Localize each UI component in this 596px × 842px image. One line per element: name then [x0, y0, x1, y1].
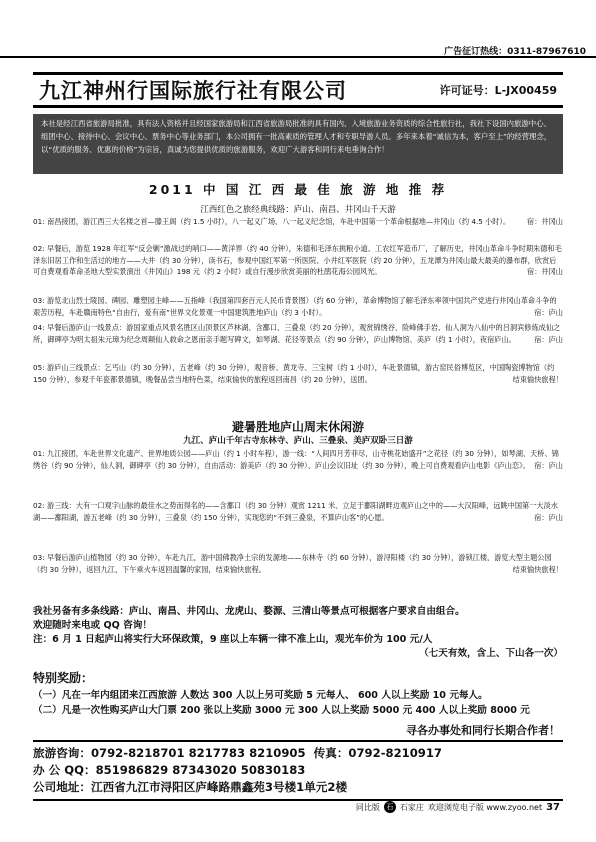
license-number: 许可证号：L-JX00459: [439, 84, 557, 97]
route1-day4: [33, 322, 563, 360]
company-intro: 本社是经江西省旅游局批准，具有法人资格并且经国家旅游局和江西省旅游局批准的具有国内、入境旅游业务资质的综合性旅行社，我社下设国内旅游中心、组团中心、接待中心、会议中心、票务中心等业务部门，本公司拥有一批高素质的管理人才和专职导游人员。多年来本着“诚信为本，客户至上”的经营理念，以“优质的服务、优惠的价格”为宗旨，真诚为您提供优质的旅游服务，欢迎广大游客和同行来电垂询合作！: [33, 114, 563, 174]
section1-subtitle: 江西红色之旅经典线路：庐山、南昌、井冈山千天游: [200, 205, 396, 215]
section2-title: 避暑胜地庐山周末休闲游: [231, 420, 364, 434]
day-number: 03:: [33, 553, 45, 562]
qq-value: 851986829 87343020 50830183: [95, 763, 306, 777]
phone-value: 0792-8218701 8217783 8210905: [90, 746, 306, 760]
route1-day5: [33, 362, 563, 412]
route1-day3: [33, 295, 563, 321]
day-lodging: 宿：庐山: [534, 334, 563, 344]
address-value: 江西省九江市浔阳区庐峰路鼎鑫苑3号楼1单元2楼: [90, 780, 348, 794]
page-footer: [356, 801, 560, 813]
footer-edition: 同比版: [355, 802, 380, 812]
footer-site: 欢迎浏览电子版 www.zyoo.net: [427, 802, 543, 812]
day-lodging: 结束愉快旅程！: [512, 564, 563, 574]
day-text: 游三线：大有一口观字山脉的最佳水之势而得名的——含鄱口（约 30 分钟）观赏 1211 米、立足于鄱阳湖畔边观庐山之中的——大汉阳峰，远眺中国第一大淡水湖——鄱阳湖，游五老峰（约 30 分钟），三叠泉（约 150 分钟），实现您的“不到三叠泉，不算庐山客”的心愿。: [33, 501, 558, 522]
contact-block: [33, 740, 563, 801]
route2-day3: [33, 552, 563, 600]
promo-line: 我社另备有多条线路：庐山、南昌、井冈山、龙虎山、婺源、三清山等景点可根据客户要求自由组合。: [33, 606, 465, 617]
day-text: 早餐后，游览 1928 年红军“反会剿”激战过的哨口——黄洋界（约 40 分钟），朱德和毛泽东挑粮小道、工农红军造币厂，了解历史，井冈山革命斗争时期朱德和毛泽东旧居工作和生活过的地方——大井（约 30 分钟），读书石，参观中国红军第一所医院、小井红军医院（约 20 分钟），五龙潭为井冈山最大最美的瀑布群，欣赏后可自费观看革命圣地大型实景演出《井冈山》198 元（约 2 小时）或自行漫步欣赏美丽的杜鹃花海公园风光。: [33, 244, 562, 277]
day-number: 05:: [33, 363, 45, 372]
section2-subtitle: 九江、庐山千年古寺东林寺、庐山、三叠泉、美庐双卧三日游: [183, 436, 413, 446]
fax-value: 0792-8210917: [348, 746, 442, 760]
promo-line: 欢迎随时来电或 QQ 咨询！: [33, 620, 152, 631]
company-name: 九江神州行国际旅行社有限公司: [39, 78, 347, 103]
day-lodging: 宿：庐山: [534, 460, 563, 470]
fax-label: 传真：: [313, 746, 349, 760]
section1-title: 2011 中 国 江 西 最 佳 旅 游 地 推 荐: [148, 182, 448, 197]
day-text: 南昌接团，游江西三大名楼之首—滕王阁（约 1.5 小时），八一起义广场、八一起义纪念馆，车赴中国第一个革命根据地—井冈山（约 4.5 小时）。: [47, 217, 511, 226]
contact-address-row: [33, 779, 563, 796]
header-rule: [0, 56, 596, 58]
promo-note: 注：6 月 1 日起庐山将实行大环保政策，9 座以上车辆一律不准上山，观光车价为 100 元/人: [33, 634, 433, 645]
page-number: 37: [546, 801, 560, 813]
reward-line-2: （二）凡是一次性购买庐山大门票 200 张以上奖励 3000 元 300 人以上奖励 5000 元 400 人以上奖励 8000 元: [33, 705, 530, 716]
address-label: 公司地址：: [33, 780, 91, 794]
route1-day2: [33, 243, 563, 293]
promo-block: [33, 605, 563, 661]
route1-day1: [33, 216, 563, 242]
day-number: 04:: [33, 323, 45, 332]
day-lodging: 结束愉快旅程！: [512, 374, 563, 384]
footer-brand: 石家庄: [399, 802, 424, 812]
company-header: [33, 72, 563, 108]
day-text: 游览北山烈士陵园、碑园、雕塑园主峰——五指峰（我国第四套百元人民币背景图）（约 60 分钟），革命博物馆了解毛泽东率领中国共产党进行井冈山革命斗争的艰苦历程，车赴赣南特色“自由行，爱有南”世界文化景观一中国建筑胜地庐山（约 3 小时）。: [33, 296, 557, 317]
day-text: 早餐后游庐山植物园（约 30 分钟），车赴九江，游中国佛教净土宗的发源地——东林寺（约 60 分钟），游浔阳楼（约 30 分钟），游锁江楼，游览大型主题公园（约 30 分钟），返回九江，下午乘火车返回温馨的家园，结束愉快旅程。: [33, 553, 552, 574]
reward-line-1: （一）凡在一年内组团来江西旅游 人数达 300 人以上另可奖励 5 元每人、 600 人以上奖励 10 元每人。: [33, 690, 488, 701]
day-lodging: 宿：庐山: [534, 512, 563, 522]
day-number: 01:: [33, 449, 45, 458]
day-number: 02:: [33, 501, 45, 510]
contact-phone-row: [33, 745, 563, 762]
brand-logo-icon: 石: [384, 801, 396, 813]
day-number: 02:: [33, 244, 45, 253]
phone-label: 旅游咨询：: [33, 746, 91, 760]
day-lodging: 宿：井冈山: [527, 267, 563, 277]
partner-solicit: 寻各办事处和同行长期合作者！: [406, 724, 560, 737]
contact-qq-row: [33, 762, 563, 779]
day-lodging: 宿：庐山: [534, 307, 563, 317]
reward-title: 特别奖励：: [33, 671, 94, 685]
day-text: 早餐后游庐山一线景点：游国家重点风景名胜区山顶景区芦林湖、含鄱口、三叠泉（约 20 分钟），观赏锦绣谷、险峰佛手岩、仙人洞为八仙中的吕洞宾修炼成仙之所，御碑亭为明太祖朱元璋为纪念周颠仙人救命之恩而亲手题写碑文，如琴湖、花径等景点（约 90 分钟），庐山博物馆、美庐（约 1 小时），夜宿庐山。: [33, 323, 561, 344]
day-number: 03:: [33, 296, 45, 305]
day-text: 九江接团，车赴世界文化遗产、世界地质公园——庐山（约 1 小时车程），游一线：“人间四月芳菲尽，山寺桃花始盛开”之花径（约 30 分钟），如琴湖、天桥、锦绣谷（约 90 分钟），仙人洞，御碑亭（约 30 分钟），自由活动：游美庐（约 30 分钟）、庐山会议旧址（约 30 分钟），晚上可自费观看庐山电影《庐山恋》。: [33, 449, 559, 470]
ad-hotline: 广告征订热线：0311-87967610: [444, 47, 586, 57]
route2-day1: [33, 448, 563, 498]
day-text: 游庐山三线景点：乞丐山（约 30 分钟），五老峰（约 30 分钟），观音桥、黄龙寺、三宝树（约 1 小时），车赴景德镇，游古窑民俗博览区，中国陶瓷博物馆（约 150 分钟），参观千年瓷都景德镇，晚餐品尝当地特色菜，结束愉快的旅程返回南昌（约 20 分钟），送团。: [33, 363, 555, 384]
promo-note-detail: （七天有效，含上、下山各一次）: [419, 648, 563, 659]
qq-label: 办 公 QQ：: [33, 763, 96, 777]
route2-day2: [33, 500, 563, 550]
day-number: 01:: [33, 217, 45, 226]
day-lodging: 宿：井冈山: [527, 217, 563, 226]
